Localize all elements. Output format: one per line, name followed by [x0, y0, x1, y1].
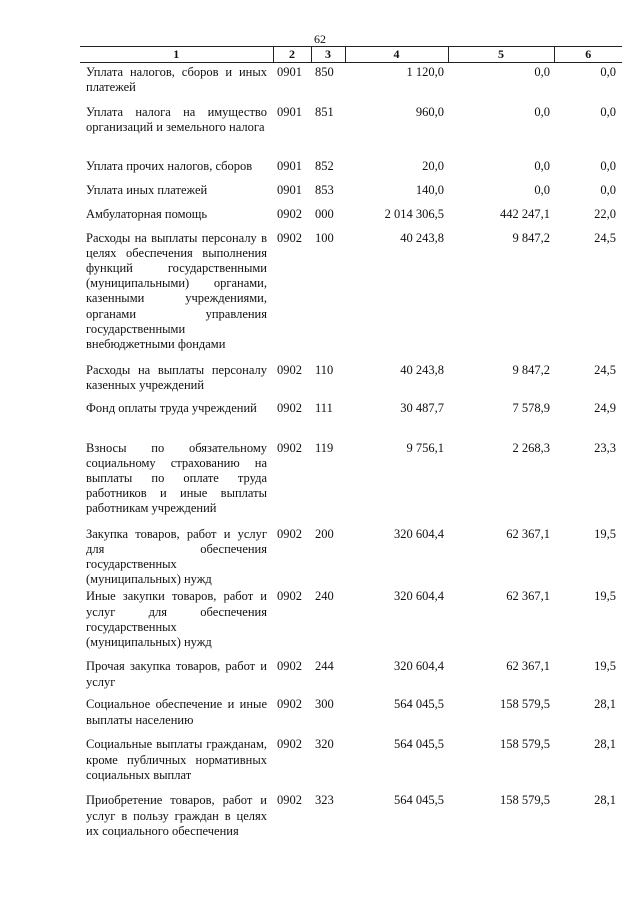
row-actual-amount: 2 268,3	[512, 440, 550, 455]
row-planned-amount: 1 120,0	[406, 65, 444, 79]
table-row	[80, 181, 622, 205]
row-expense-code: 323	[315, 793, 334, 808]
page-number: 62	[314, 32, 326, 46]
row-actual-amount: 0,0	[534, 182, 550, 197]
row-name: Прочая закупка товаров, работ и услуг	[86, 659, 267, 689]
row-name: Уплата прочих налогов, сборов	[86, 158, 253, 173]
row-name: Уплата иных платежей	[86, 182, 208, 197]
table-row	[80, 791, 622, 851]
row-actual-amount: 9 847,2	[512, 230, 550, 245]
row-actual-amount: 62 367,1	[506, 589, 550, 604]
row-name: Расходы на выплаты персоналу казенных учреждений	[86, 362, 267, 392]
row-section-code: 0902	[277, 230, 302, 245]
table-body	[80, 63, 622, 852]
row-actual-amount: 7 578,9	[512, 400, 550, 415]
table-row	[80, 205, 622, 229]
row-planned-amount: 320 604,4	[394, 526, 444, 541]
header-col-6: 6	[554, 47, 622, 63]
row-percent: 0,0	[600, 65, 616, 79]
row-section-code: 0902	[277, 206, 302, 221]
row-actual-amount: 0,0	[534, 158, 550, 173]
row-name: Социальные выплаты гражданам, кроме публичных нормативных социальных выплат	[86, 737, 267, 782]
row-name: Уплата налогов, сборов и иных платежей	[86, 65, 267, 95]
row-percent: 19,5	[594, 589, 616, 604]
row-percent: 0,0	[600, 104, 616, 119]
row-section-code: 0902	[277, 793, 302, 808]
row-name: Социальное обеспечение и иные выплаты населению	[86, 697, 267, 727]
row-percent: 19,5	[594, 659, 616, 674]
row-planned-amount: 9 756,1	[406, 440, 444, 455]
row-percent: 28,1	[594, 697, 616, 712]
row-percent: 22,0	[594, 206, 616, 221]
row-expense-code: 244	[315, 659, 334, 674]
row-planned-amount: 2 014 306,5	[384, 206, 444, 221]
row-section-code: 0902	[277, 440, 302, 455]
row-planned-amount: 30 487,7	[400, 400, 444, 415]
row-planned-amount: 320 604,4	[394, 659, 444, 674]
row-expense-code: 111	[315, 400, 333, 415]
row-section-code: 0901	[277, 104, 302, 119]
row-name: Фонд оплаты труда учреждений	[86, 400, 257, 415]
row-percent: 24,9	[594, 400, 616, 415]
row-actual-amount: 9 847,2	[512, 362, 550, 377]
table-row	[80, 63, 622, 103]
row-percent: 0,0	[600, 158, 616, 173]
row-planned-amount: 40 243,8	[400, 230, 444, 245]
row-planned-amount: 320 604,4	[394, 589, 444, 604]
table-row	[80, 695, 622, 735]
row-percent: 24,5	[594, 230, 616, 245]
row-name: Закупка товаров, работ и услуг для обеспечения государственных (муниципальных) нужд	[86, 526, 267, 587]
row-expense-code: 300	[315, 697, 334, 712]
row-planned-amount: 564 045,5	[394, 737, 444, 752]
table-row	[80, 735, 622, 791]
row-name: Расходы на выплаты персоналу в целях обеспечения выполнения функций государственными (муниципальными) органами, казенными учреждениями, органами управления государственными внебюджетными фондами	[86, 230, 267, 351]
table-row	[80, 587, 622, 657]
row-expense-code: 853	[315, 182, 334, 197]
row-name: Уплата налога на имущество организаций и земельного налога	[86, 104, 267, 134]
row-planned-amount: 40 243,8	[400, 362, 444, 377]
row-expense-code: 850	[315, 65, 334, 79]
row-actual-amount: 158 579,5	[500, 697, 550, 712]
row-percent: 19,5	[594, 526, 616, 541]
row-section-code: 0901	[277, 158, 302, 173]
row-actual-amount: 62 367,1	[506, 526, 550, 541]
table-row	[80, 229, 622, 361]
table-header	[80, 47, 622, 63]
row-section-code: 0902	[277, 362, 302, 377]
table-row	[80, 157, 622, 181]
table-row	[80, 399, 622, 439]
row-section-code: 0902	[277, 737, 302, 752]
row-actual-amount: 62 367,1	[506, 659, 550, 674]
row-name: Взносы по обязательному социальному страхованию на выплаты по оплате труда работников и иные выплаты работникам учреждений	[86, 440, 267, 516]
header-row	[80, 47, 622, 63]
row-percent: 0,0	[600, 182, 616, 197]
table-row	[80, 525, 622, 588]
table-row	[80, 657, 622, 695]
row-section-code: 0902	[277, 589, 302, 604]
row-actual-amount: 442 247,1	[500, 206, 550, 221]
row-planned-amount: 20,0	[422, 158, 444, 173]
row-section-code: 0901	[277, 182, 302, 197]
header-col-1: 1	[80, 47, 273, 63]
row-section-code: 0902	[277, 400, 302, 415]
row-planned-amount: 564 045,5	[394, 793, 444, 808]
row-planned-amount: 960,0	[415, 104, 444, 119]
row-expense-code: 320	[315, 737, 334, 752]
row-section-code: 0902	[277, 697, 302, 712]
budget-table	[80, 46, 622, 851]
row-actual-amount: 0,0	[534, 104, 550, 119]
table-row	[80, 103, 622, 157]
row-planned-amount: 140,0	[415, 182, 444, 197]
header-col-2: 2	[273, 47, 311, 63]
row-expense-code: 119	[315, 440, 334, 455]
row-name: Амбулаторная помощь	[86, 206, 208, 221]
row-expense-code: 240	[315, 589, 334, 604]
table-row	[80, 361, 622, 399]
row-percent: 24,5	[594, 362, 616, 377]
row-percent: 28,1	[594, 793, 616, 808]
row-section-code: 0902	[277, 659, 302, 674]
header-col-4: 4	[345, 47, 448, 63]
row-percent: 28,1	[594, 737, 616, 752]
row-name: Иные закупки товаров, работ и услуг для обеспечения государственных (муниципальных) нужд	[86, 589, 267, 649]
row-actual-amount: 158 579,5	[500, 793, 550, 808]
row-expense-code: 000	[315, 206, 334, 221]
row-expense-code: 100	[315, 230, 334, 245]
row-expense-code: 852	[315, 158, 334, 173]
row-actual-amount: 0,0	[534, 65, 550, 79]
row-section-code: 0902	[277, 526, 302, 541]
row-expense-code: 200	[315, 526, 334, 541]
row-section-code: 0901	[277, 65, 302, 79]
row-expense-code: 110	[315, 362, 334, 377]
row-planned-amount: 564 045,5	[394, 697, 444, 712]
row-name: Приобретение товаров, работ и услуг в пользу граждан в целях их социального обеспечения	[86, 793, 267, 838]
header-col-5: 5	[448, 47, 554, 63]
row-expense-code: 851	[315, 104, 334, 119]
header-col-3: 3	[311, 47, 345, 63]
row-percent: 23,3	[594, 440, 616, 455]
row-actual-amount: 158 579,5	[500, 737, 550, 752]
table-row	[80, 439, 622, 525]
